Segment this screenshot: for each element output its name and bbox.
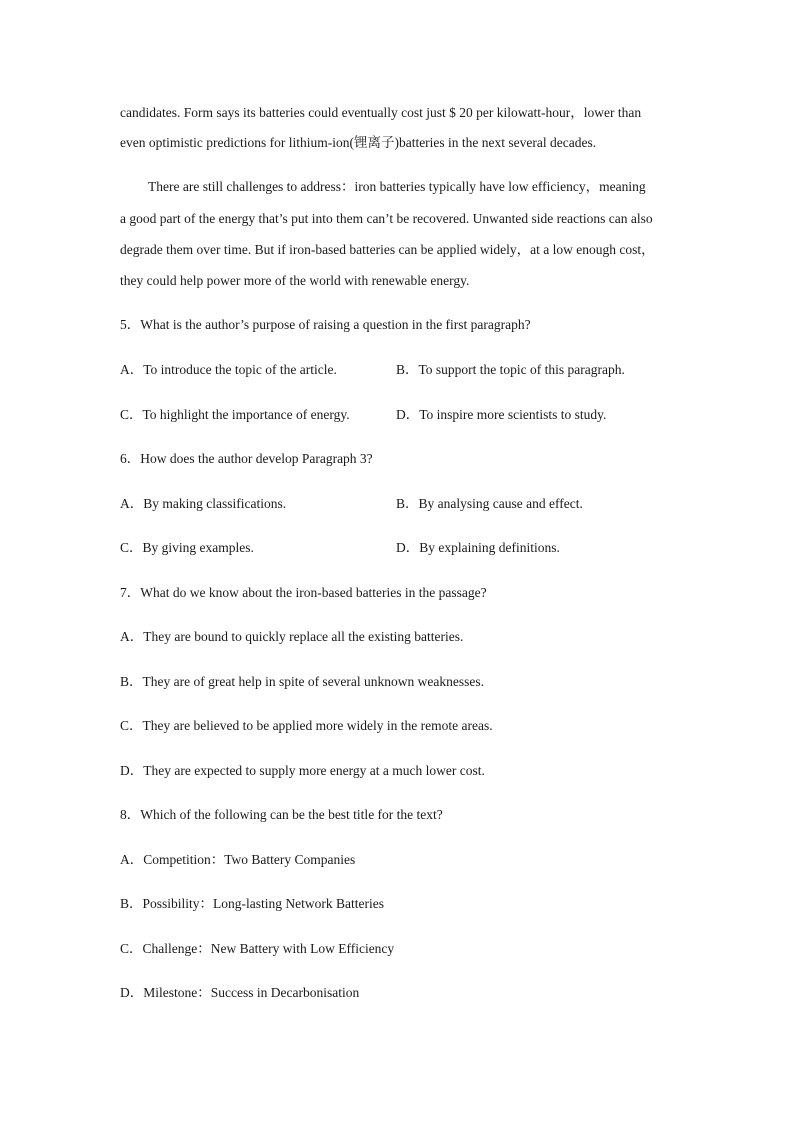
passage-line: There are still challenges to address：iron batteries typically have low efficiency，meaning: [148, 179, 646, 194]
question-stem-8: 8．Which of the following can be the best title for the text?: [120, 807, 443, 822]
question-5-option-a: A．To introduce the topic of the article.: [120, 362, 337, 377]
question-5-option-d: D．To inspire more scientists to study.: [396, 407, 607, 422]
question-7-option-b: B．They are of great help in spite of several unknown weaknesses.: [120, 674, 485, 689]
question-7-option-a: A．They are bound to quickly replace all the existing batteries.: [120, 629, 464, 644]
question-8-option-a: A．Competition：Two Battery Companies: [120, 852, 356, 867]
question-6-option-c: C．By giving examples.: [120, 540, 254, 555]
question-5-option-c: C．To highlight the importance of energy.: [120, 407, 350, 422]
passage-line: candidates. Form says its batteries could eventually cost just $ 20 per kilowatt-hour，lower than: [120, 105, 642, 120]
question-6-option-b: B．By analysing cause and effect.: [396, 496, 583, 511]
question-stem-7: 7．What do we know about the iron-based batteries in the passage?: [120, 585, 487, 600]
question-6-option-a: A．By making classifications.: [120, 496, 287, 511]
question-5-option-b: B．To support the topic of this paragraph.: [396, 362, 625, 377]
question-8-option-c: C．Challenge：New Battery with Low Efficiency: [120, 941, 395, 956]
passage-line: degrade them over time. But if iron-based batteries can be applied widely，at a low enough cost，: [120, 242, 655, 257]
question-7-option-c: C．They are believed to be applied more widely in the remote areas.: [120, 718, 493, 733]
question-stem-5: 5．What is the author’s purpose of raising a question in the first paragraph?: [120, 317, 531, 332]
question-stem-6: 6．How does the author develop Paragraph 3?: [120, 451, 373, 466]
passage-line: even optimistic predictions for lithium-ion(锂离子)batteries in the next several decades.: [120, 135, 597, 150]
passage-line: they could help power more of the world with renewable energy.: [120, 273, 470, 288]
question-8-option-d: D．Milestone：Success in Decarbonisation: [120, 985, 360, 1000]
question-6-option-d: D．By explaining definitions.: [396, 540, 560, 555]
question-7-option-d: D．They are expected to supply more energy at a much lower cost.: [120, 763, 485, 778]
question-8-option-b: B．Possibility：Long-lasting Network Batteries: [120, 896, 384, 911]
document-page: [120, 0, 682, 1123]
passage-line: a good part of the energy that’s put into them can’t be recovered. Unwanted side reactions can also: [120, 211, 653, 226]
